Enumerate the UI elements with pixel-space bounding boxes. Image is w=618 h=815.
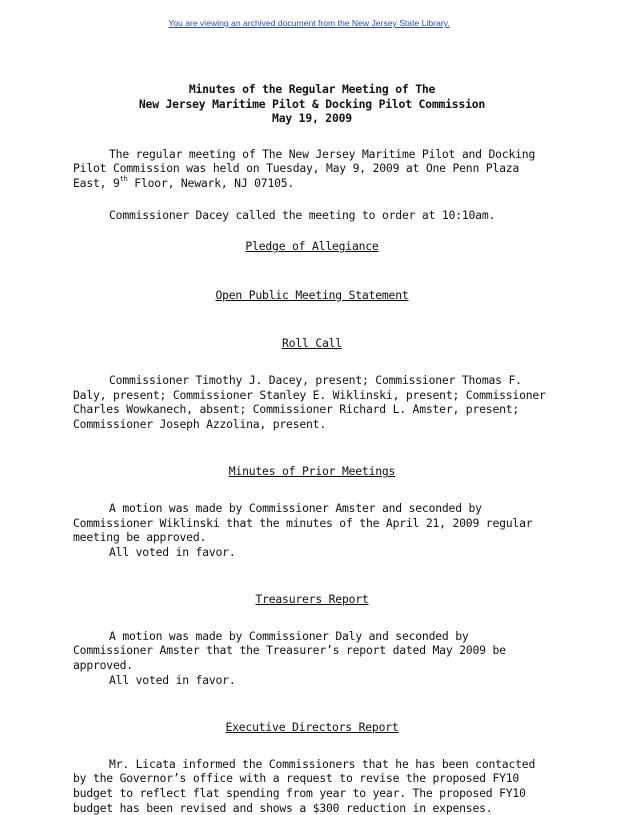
title-line-1: Minutes of the Regular Meeting of The: [188, 82, 436, 96]
call-to-order: Commissioner Dacey called the meeting to order at 10:10am.: [109, 207, 496, 222]
section-heading-roll-call: Roll Call: [282, 336, 342, 351]
floor-ordinal: th: [119, 175, 128, 184]
treasurers-paragraph: A motion was made by Commissioner Daly and seconded by Commissioner Amster that the Treasurer’s report dated May 2009 be approved.: [73, 628, 506, 673]
section-heading-minutes: Minutes of Prior Meetings: [228, 464, 396, 479]
archive-notice-link[interactable]: You are viewing an archived document from the New Jersey State Library.: [168, 18, 450, 28]
title-line-2: New Jersey Maritime Pilot & Docking Pilot Commission: [138, 96, 486, 111]
executive-paragraph: Mr. Licata informed the Commissioners that he has been contacted by the Governor’s office with a request to revise the proposed FY10 budget to reflect flat spending from year to year. The proposed FY10 budget has been revised and shows a $300 reduction in expenses.: [73, 756, 536, 815]
section-heading-pledge: Pledge of Allegiance: [245, 239, 379, 254]
intro-text-end: Floor, Newark, NJ 07105.: [127, 175, 295, 190]
title-line-3: May 19, 2009: [272, 111, 352, 126]
archive-banner: [0, 18, 618, 28]
document-title: [73, 82, 551, 126]
document-page: [73, 82, 551, 815]
section-heading-open-meeting: Open Public Meeting Statement: [215, 287, 409, 302]
roll-call-paragraph: Commissioner Timothy J. Dacey, present; Commissioner Thomas F. Daly, present; Commissioner Stanley E. Wiklinski, present; Commissioner Charles Wowkanech, absent; Commissioner Richard L. Amster, present; Commissioner Joseph Azzolina, present.: [73, 372, 546, 431]
minutes-paragraph: A motion was made by Commissioner Amster and seconded by Commissioner Wiklinski that the minutes of the April 21, 2009 regular meeting be approved.: [73, 500, 533, 545]
section-heading-executive: Executive Directors Report: [225, 720, 399, 735]
section-heading-treasurers: Treasurers Report: [255, 592, 369, 607]
intro-text: The regular meeting of The New Jersey Maritime Pilot and Docking Pilot Commission was held on Tuesday, May 9, 2009 at One Penn Plaza East, 9: [73, 146, 536, 190]
treasurers-vote: All voted in favor.: [109, 672, 236, 687]
minutes-vote: All voted in favor.: [109, 544, 236, 559]
intro-paragraph: [73, 147, 551, 191]
